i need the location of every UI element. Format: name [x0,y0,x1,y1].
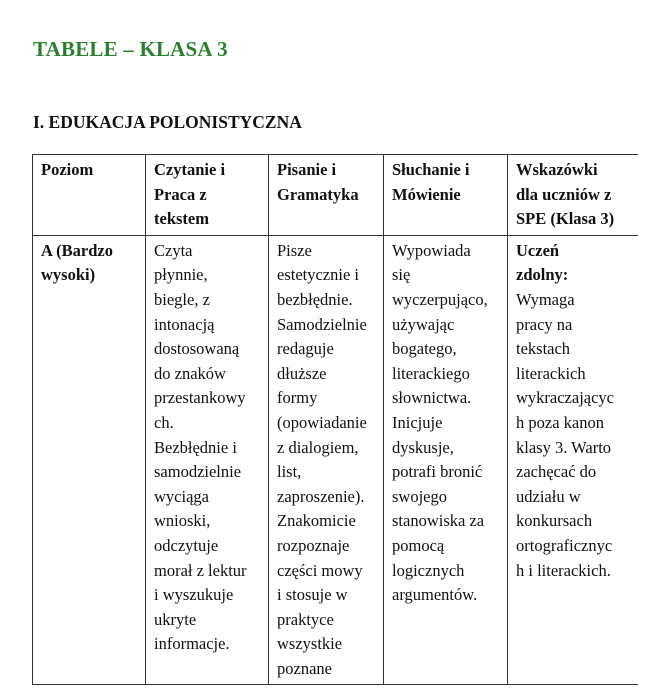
table-container [32,154,638,694]
cell-reading: Czyta płynnie, biegle, z intonacją dostosowaną do znaków przestankowy ch. Bezbłędnie i samodzielnie wyciąga wnioski, odczytuje morał z lektur i wyszukuje ukryte informacje. [146,235,269,685]
cell-sen-guidance [508,235,639,685]
header-writing: Pisanie i Gramatyka [269,155,384,236]
header-level: Poziom [33,155,146,236]
cell-listening: Wypowiada się wyczerpująco, używając bogatego, literackiego słownictwa. Inicjuje dyskusje, potrafi bronić swojego stanowiska za pomocą logicznych argumentów. [384,235,508,685]
table-header-row [33,155,639,236]
header-reading: Czytanie i Praca z tekstem [146,155,269,236]
header-sen-guidance: Wskazówki dla uczniów z SPE (Klasa 3) [508,155,639,236]
assessment-table [32,154,638,685]
sen-text: Wymaga pracy na tekstach literackich wykraczającyc h poza kanon klasy 3. Warto zachęcać do udziału w konkursach ortograficznyc h i literackich. [516,289,615,580]
section-title: I. EDUKACJA POLONISTYCZNA [33,112,302,132]
sen-label: Uczeń zdolny: [516,240,569,285]
header-listening: Słuchanie i Mówienie [384,155,508,236]
document-title: TABELE – KLASA 3 [33,37,228,61]
cell-level: A (Bardzo wysoki) [33,235,146,685]
cell-writing: Pisze estetycznie i bezbłędnie. Samodzielnie redaguje dłuższe formy (opowiadanie z dialogiem, list, zaproszenie). Znakomicie rozpoznaje części mowy i stosuje w praktyce wszystkie poznane [269,235,384,685]
table-row [33,235,639,685]
